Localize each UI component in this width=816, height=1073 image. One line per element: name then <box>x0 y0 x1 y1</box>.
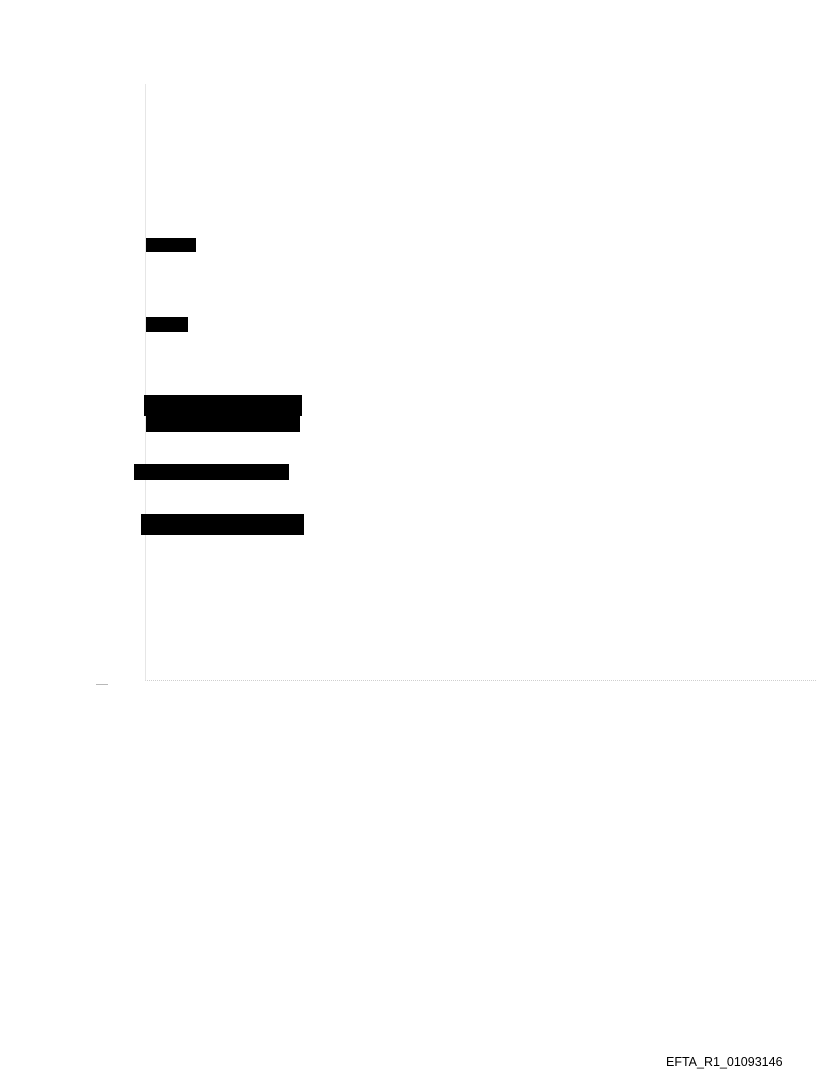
redaction-block <box>146 416 300 432</box>
redaction-block <box>146 238 196 252</box>
redaction-block <box>146 317 188 332</box>
redaction-block <box>141 514 304 535</box>
document-id: EFTA_R1_01093146 <box>666 1055 783 1069</box>
redaction-block <box>144 395 302 416</box>
redaction-block <box>134 464 289 480</box>
email-body-frame <box>145 84 816 681</box>
scan-mark <box>96 684 108 685</box>
